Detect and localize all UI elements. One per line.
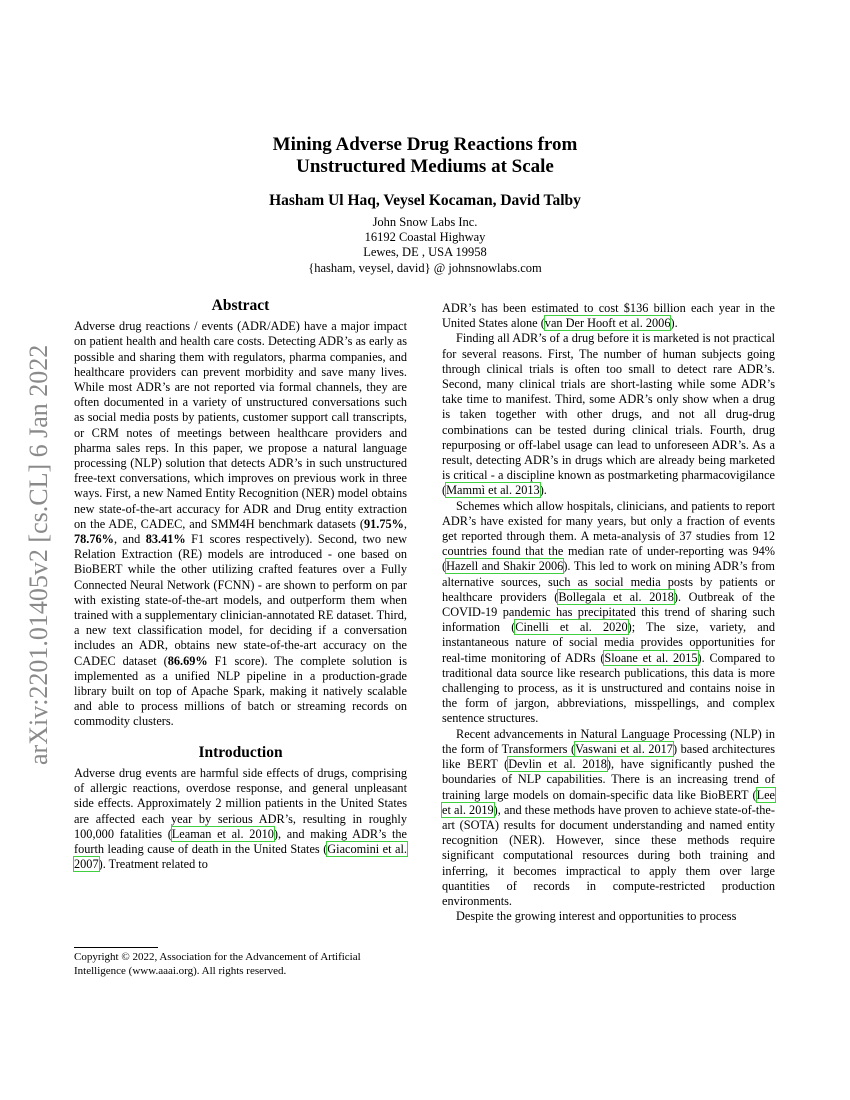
citation-link[interactable]: Lee et al. 2019 — [442, 787, 775, 817]
abstract-text: Adverse drug reactions / events (ADR/ADE) have a major impact on patient health and health care costs. Detecting ADR’s as early as possible and sharing them with regulators, pharma companies, and healthcare providers can prevent morbidity and save many lives. While most ADR’s are not reported via formal channels, they are often documented in a variety of unstructured conversations such as social media posts by patients, customer support call transcripts, or CRM notes of meetings between healthcare providers and pharma sales reps. In this paper, we propose a natural language processing (NLP) solution that detects ADR’s in such unstructured free-text conversations, which improves on previous work in three ways. First, a new Named Entity Recognition (NER) model obtains new state-of-the-art accuracy for ADR and Drug entity extraction on the ADE, CADEC, and SMM4H benchmark datasets (91.75%, 78.76%, and 83.41% F1 scores respectively). Second, two new Relation Extraction (RE) models are introduced - one based on BioBERT while the other utilizing crafted features over a Fully Connected Neural Network (FCNN) - are shown to perform on par with existing state-of-the-art models, and outperform them when trained with a supplementary clinician-annotated RE dataset. Third, a new text classification model, for deciding if a conversation includes an ADR, obtains new state-of-the-art accuracy on the CADEC dataset (86.69% F1 score). The complete solution is implemented as a unified NLP pipeline in a production-grade library built on top of Apache Spark, making it natively scalable and able to process millions of batch or streaming records on commodity clusters. — [74, 319, 407, 729]
introduction-heading: Introduction — [198, 743, 283, 761]
citation-link[interactable]: Cinelli et al. 2020 — [515, 620, 628, 635]
citation-link[interactable]: Leaman et al. 2010 — [171, 826, 274, 841]
arxiv-identifier — [15, 295, 55, 765]
affiliation — [0, 215, 850, 276]
introduction-text: Adverse drug events are harmful side effects of drugs, comprising of allergic reactions, overdose response, and general unpleasant side effects. Approximately 2 million patients in the United States are affected each year by serious ADR’s, resulting in roughly 100,000 fatalities (Leaman et al. 2010), and making ADR’s the fourth leading cause of death in the United States (Giacomini et al. 2007). Treatment related to — [74, 765, 407, 872]
paragraph: Finding all ADR’s of a drug before it is marketed is not practical for several reasons. First, The number of human subjects going through clinical trials is often too small to detect rare ADR’s. Second, many clinical trials are short-lasting while some ADR’s take time to manifest. Third, some ADR’s only show when a drug is taken together with other drugs, and not all drug-drug combinations can be tested during clinical trials. Fourth, drug repurposing or off-label usage can lead to unforeseen ADR’s. As a result, detecting ADR’s in drugs which are already being marketed is critical - a discipline known as postmarketing pharmacovigilance (Mammì et al. 2013). — [442, 331, 775, 498]
paper-title — [0, 134, 850, 178]
affiliation-line: 16192 Coastal Highway — [364, 230, 486, 245]
copyright-footnote: Copyright © 2022, Association for the Advancement of Artificial Intelligence (www.aaai.org). All rights reserved. — [74, 951, 361, 977]
paragraph: Schemes which allow hospitals, clinicians, and patients to report ADR’s have existed for many years, but only a fraction of events get reported through them. A meta-analysis of 37 studies from 12 countries found that the median rate of under-reporting was 94% (Hazell and Shakir 2006). This led to work on mining ADR’s from alternative sources, such as social media posts by patients or healthcare providers (Bollegala et al. 2018). Outbreak of the COVID-19 pandemic has precipitated this trend of sharing such information (Cinelli et al. 2020); The size, variety, and instantaneous nature of social media provides opportunities for real-time monitoring of ADRs (Sloane et al. 2015). Compared to traditional data source like research publications, this data is more challenging to process, as it is unstructured and contains noise in the form of jargon, abbreviations, misspellings, and complex sentence structures. — [442, 498, 775, 726]
citation-link[interactable]: Vaswani et al. 2017 — [575, 741, 673, 756]
paragraph: Recent advancements in Natural Language Processing (NLP) in the form of Transformers (Vaswani et al. 2017) based architectures like BERT (Devlin et al. 2018), have significantly pushed the boundaries of NLP capabilities. There is an increasing trend of training large models on domain-specific data like BioBERT (Lee et al. 2019), and these methods have proven to achieve state-of-the-art (SOTA) results for document understanding and named entity recognition (NER). However, since these methods require significant computational resources during both training and inferring, it becomes impractical to apply them over large quantities of records in compute-restricted production environments. — [442, 726, 775, 908]
paragraph: ADR’s has been estimated to cost $136 billion each year in the United States alone (van Der Hooft et al. 2006). — [442, 301, 775, 331]
abstract-heading: Abstract — [211, 297, 270, 314]
score-cadec: 78.76% — [74, 532, 114, 547]
citation-link[interactable]: Sloane et al. 2015 — [604, 650, 698, 665]
title-line-1: Mining Adverse Drug Reactions from — [272, 134, 578, 155]
citation-link[interactable]: Hazell and Shakir 2006 — [446, 559, 564, 574]
score-ade: 91.75% — [363, 516, 404, 531]
affiliation-email: {hasham, veysel, david} @ johnsnowlabs.com — [308, 260, 542, 275]
affiliation-line: Lewes, DE , USA 19958 — [363, 245, 487, 260]
authors: Hasham Ul Haq, Veysel Kocaman, David Talby — [269, 192, 581, 209]
arxiv-id-text: arXiv:2201.01405v2 [cs.CL] 6 Jan 2022 — [24, 344, 53, 765]
citation-link[interactable]: Bollegala et al. 2018 — [558, 589, 674, 604]
score-smm4h: 83.41% — [145, 532, 186, 547]
citation-link[interactable]: van Der Hooft et al. 2006 — [544, 316, 671, 331]
right-column — [442, 301, 775, 924]
citation-link[interactable]: Giacomini et al. 2007 — [74, 841, 407, 872]
citation-link[interactable]: Devlin et al. 2018 — [508, 757, 607, 772]
footnote-rule — [74, 947, 158, 948]
score-classification: 86.69% — [167, 653, 208, 668]
left-column — [74, 298, 407, 872]
affiliation-line: John Snow Labs Inc. — [372, 215, 478, 229]
citation-link[interactable]: Mammì et al. 2013 — [446, 483, 540, 498]
title-line-2: Unstructured Mediums at Scale — [296, 156, 554, 177]
paragraph: Despite the growing interest and opportunities to process — [456, 909, 737, 924]
